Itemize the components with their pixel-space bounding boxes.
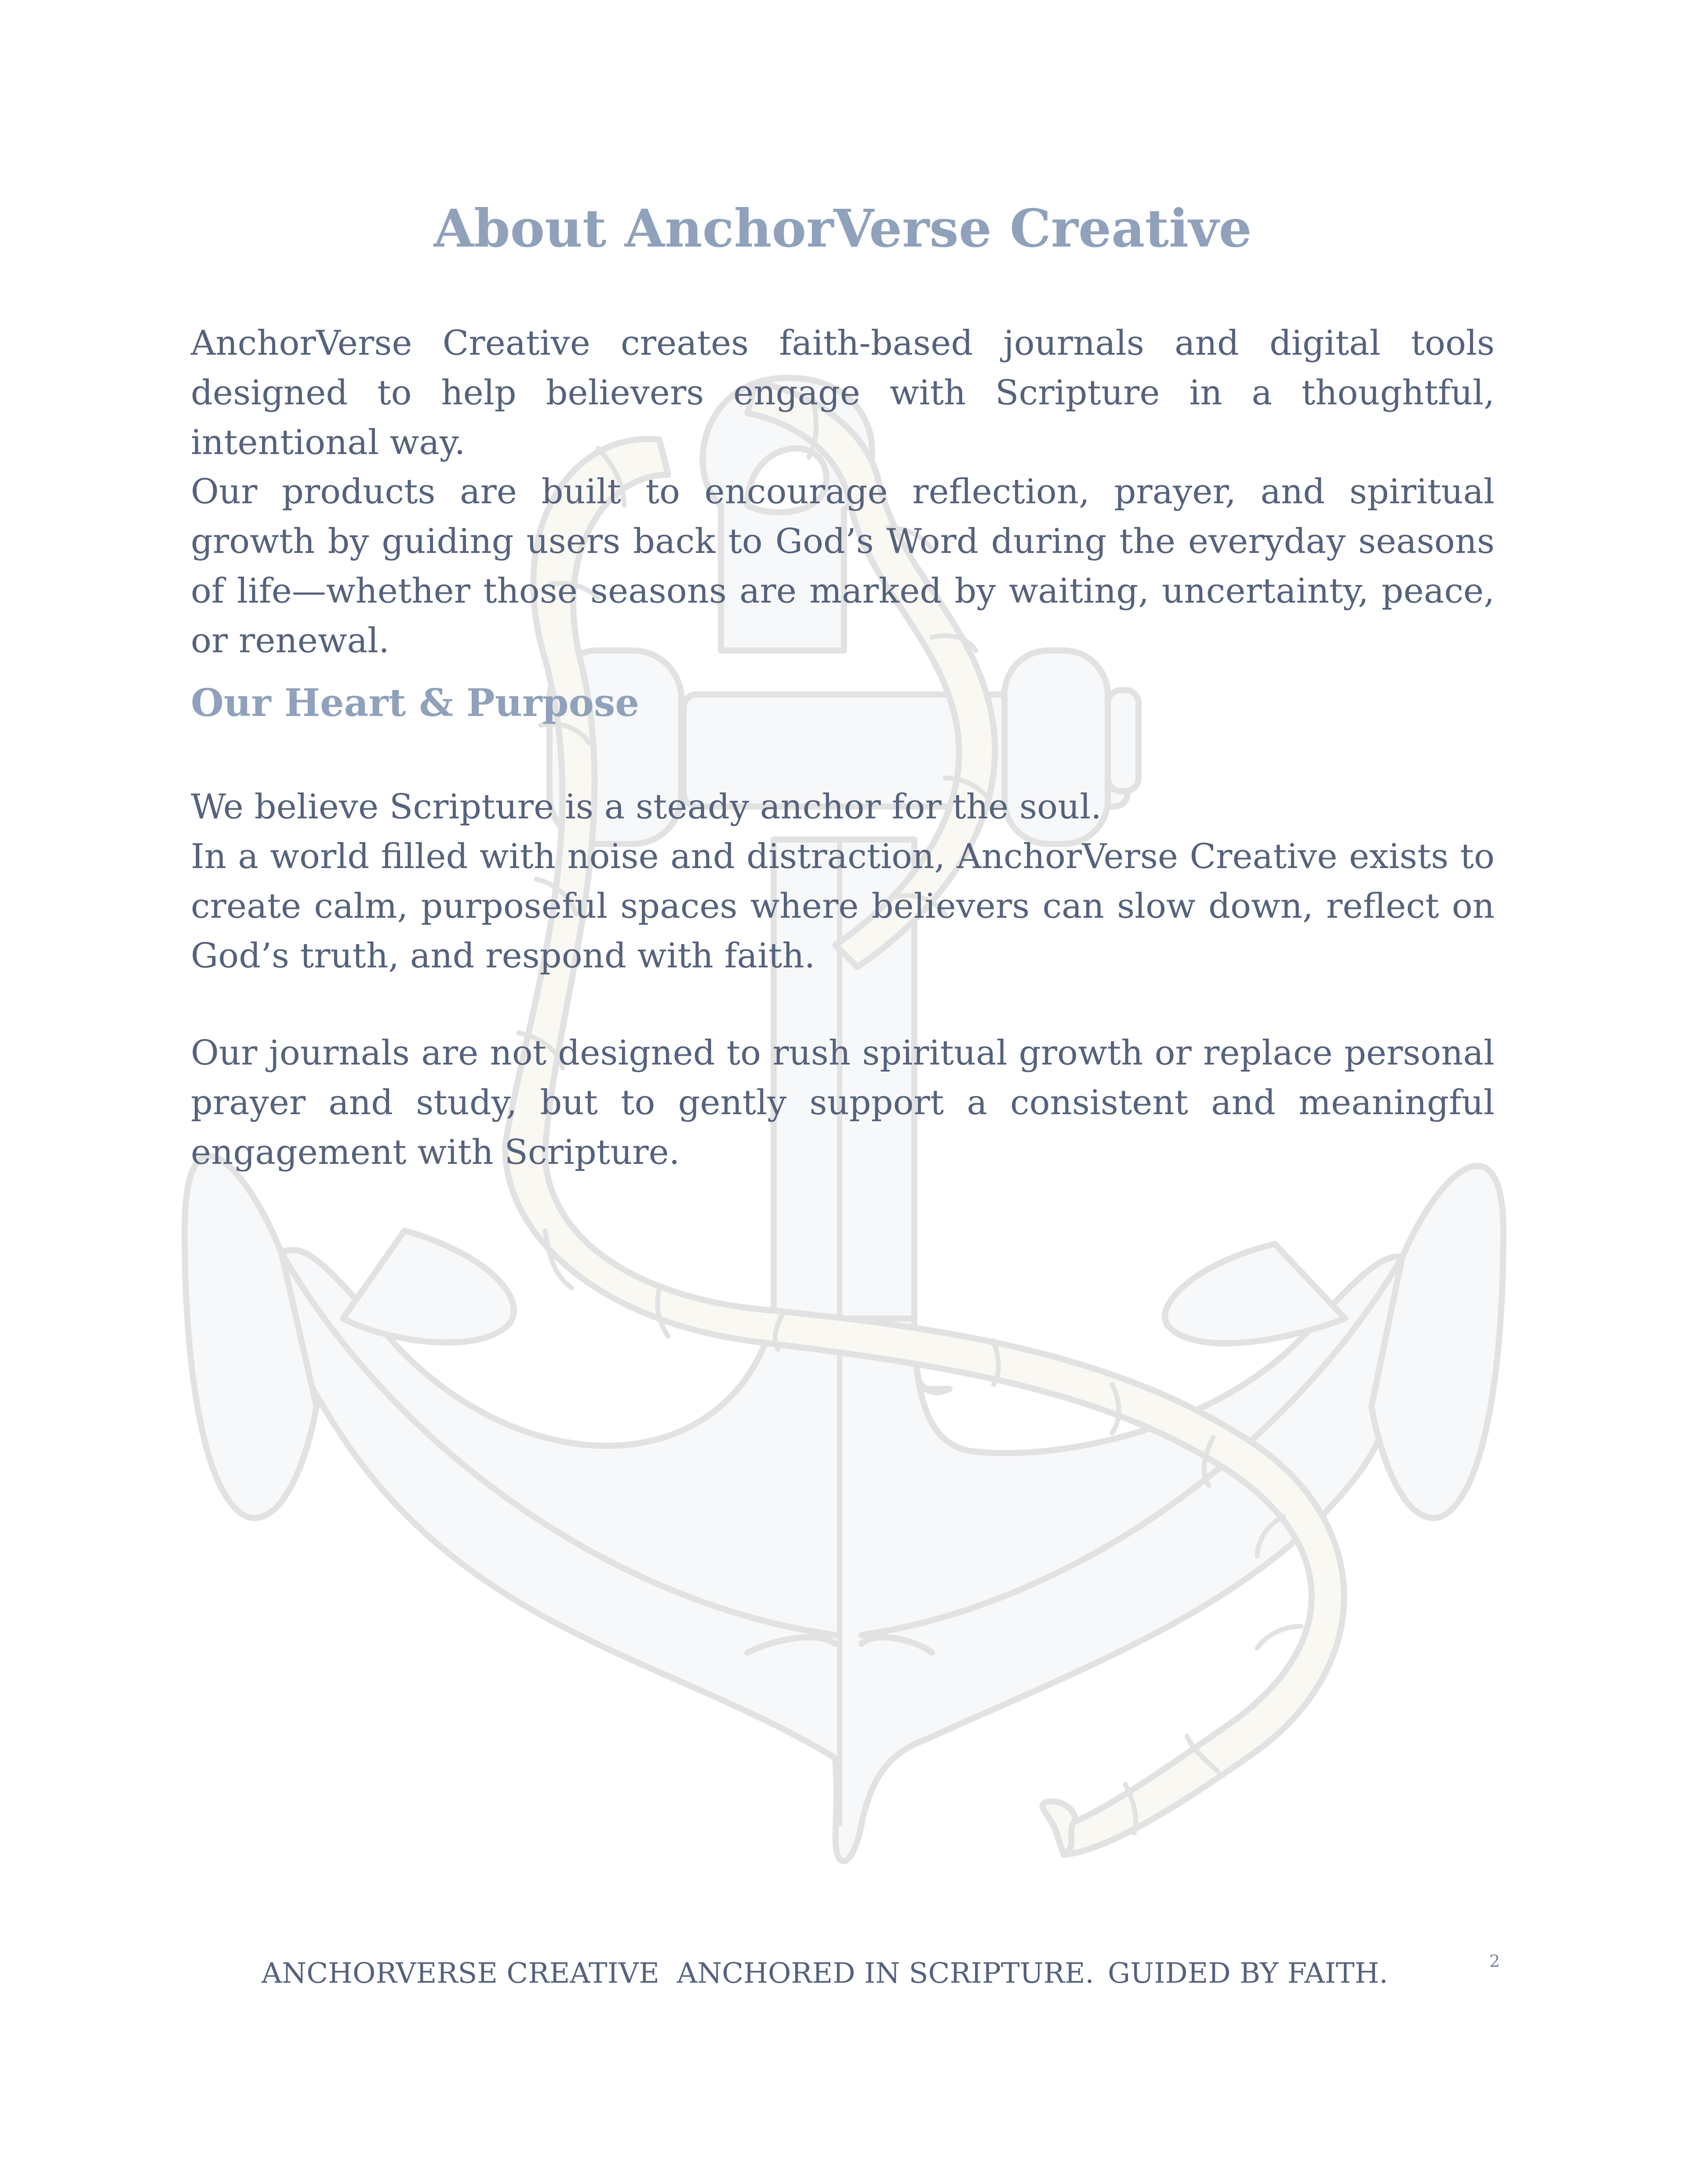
purpose-paragraph: In a world filled with noise and distraction, AnchorVerse Creative exists to create calm, purposeful spaces where believers can slow down, reflect on God’s truth, and respond with faith.: [191, 837, 1495, 976]
footer-tagline-1: ANCHORED IN SCRIPTURE.: [677, 1957, 1094, 1990]
page-title: About AnchorVerse Creative: [433, 198, 1252, 259]
footer-brand: ANCHORVERSE CREATIVE: [262, 1957, 659, 1990]
belief-statement: We believe Scripture is a steady anchor for the soul.: [191, 787, 1102, 827]
intro-paragraph: AnchorVerse Creative creates faith-based journals and digital tools designed to help believers engage with Scripture in a thoughtful, intentional way.: [191, 323, 1495, 462]
section-heading: Our Heart & Purpose: [191, 681, 640, 725]
page-footer: [0, 1951, 1688, 2000]
footer-tagline-2: GUIDED BY FAITH.: [1108, 1957, 1388, 1990]
products-paragraph: Our products are built to encourage reflection, prayer, and spiritual growth by guiding users back to God’s Word during the everyday seasons of life—whether those seasons are marked by waiting, uncertainty, peace, or renewal.: [191, 472, 1495, 661]
journals-paragraph: Our journals are not designed to rush spiritual growth or replace personal prayer and study, but to gently support a consistent and meaningful engagement with Scripture.: [191, 1033, 1495, 1172]
page-number: 2: [1489, 1951, 1500, 1971]
